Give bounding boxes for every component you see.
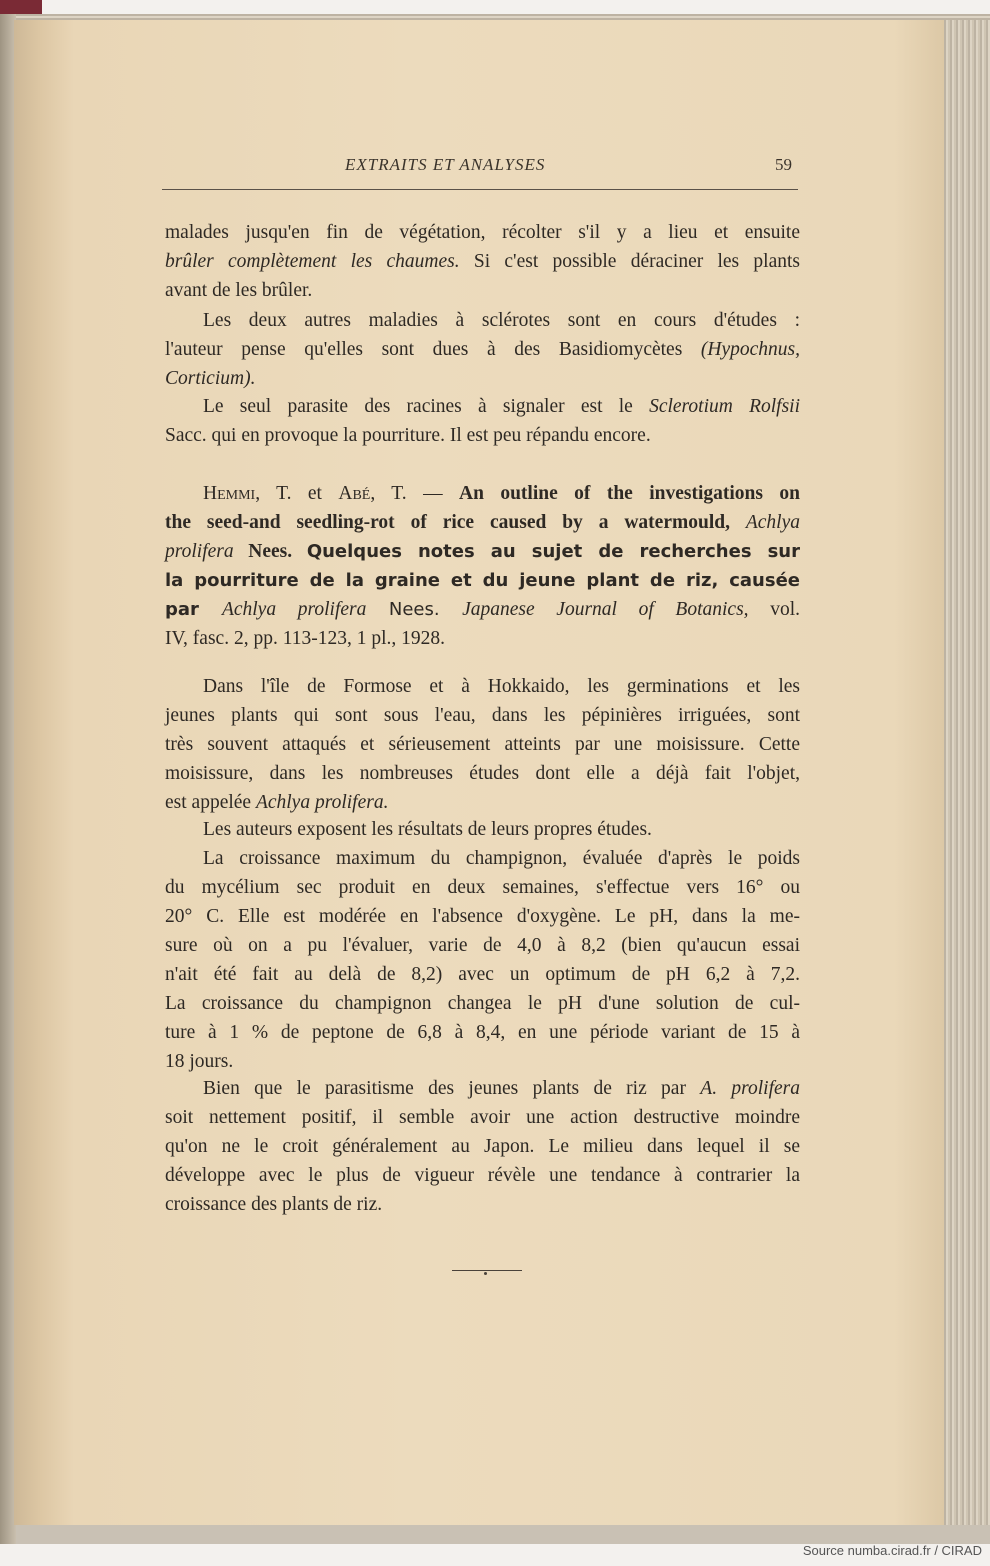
text-run: du mycélium sec produit en deux semaines, s'effectue vers 16° ou <box>165 877 800 898</box>
text-run: Achlya prolifera. <box>255 792 389 813</box>
text-run: n'ait été fait au delà de 8,2) avec un optimum de pH 6,2 à 7,2. <box>165 964 800 985</box>
text-run: prolifera <box>165 541 234 562</box>
bibliographic-entry <box>165 479 800 653</box>
text-line <box>165 989 800 1018</box>
source-credit: Source numba.cirad.fr / CIRAD <box>802 1543 982 1558</box>
text-run: Dans l'île de Formose et à Hokkaido, les germinations et les <box>203 676 800 697</box>
text-line <box>165 672 800 701</box>
text-line <box>165 873 800 902</box>
text-run: 18 jours. <box>165 1051 234 1072</box>
text-run: 20° C. Elle est modérée en l'absence d'oxygène. Le pH, dans la me- <box>165 906 800 927</box>
text-run: Quelques notes au sujet de recherches sur <box>306 541 800 562</box>
text-run: qu'on ne le croit généralement au Japon. Le milieu dans lequel il se <box>165 1136 800 1157</box>
text-run: La croissance maximum du champignon, évaluée d'après le poids <box>203 848 800 869</box>
text-line <box>165 1047 800 1076</box>
text-line <box>165 931 800 960</box>
text-line <box>165 247 800 276</box>
text-line <box>165 1190 800 1219</box>
text-line <box>165 815 800 844</box>
text-line <box>165 335 800 364</box>
text-run: IV, fasc. 2, pp. 113-123, 1 pl., 1928. <box>165 628 446 649</box>
text-line <box>165 537 800 566</box>
text-run: développe avec le plus de vigueur révèle une tendance à contrarier la <box>165 1165 800 1186</box>
text-line <box>165 276 800 305</box>
text-line <box>165 788 800 817</box>
text-run: Le seul parasite des racines à signaler est le <box>203 396 650 417</box>
text-run: très souvent attaqués et sérieusement atteints par une moisissure. Cette <box>165 734 800 755</box>
running-head-title: EXTRAITS ET ANALYSES <box>345 155 546 174</box>
text-run: soit nettement positif, il semble avoir une action destructive moindre <box>165 1107 800 1128</box>
paragraph <box>165 218 800 305</box>
paragraph <box>165 306 800 393</box>
text-run: malades jusqu'en fin de végétation, récolter s'il y a lieu et ensuite <box>165 222 800 243</box>
text-line <box>165 392 800 421</box>
running-head <box>165 155 800 181</box>
text-run: , T. et <box>255 483 339 504</box>
text-line <box>165 759 800 788</box>
text-run: , T. — <box>370 483 459 504</box>
text-line <box>165 1132 800 1161</box>
text-line <box>165 730 800 759</box>
section-separator <box>452 1270 522 1271</box>
text-line <box>165 902 800 931</box>
text-run: jeunes plants qui sont sous l'eau, dans les pépinières irriguées, sont <box>165 705 800 726</box>
text-run: l'auteur pense qu'elles sont dues à des Basidiomycètes <box>165 339 701 360</box>
text-run: Nees. <box>233 541 307 562</box>
paragraph <box>165 815 800 844</box>
paragraph <box>165 1074 800 1219</box>
text-run: A. prolifera <box>700 1078 800 1099</box>
text-run: par <box>165 599 222 620</box>
text-run: est appelée <box>165 792 256 813</box>
text-run: Les auteurs exposent les résultats de leurs propres études. <box>203 819 652 840</box>
text-run: avant de les brûler. <box>165 280 313 301</box>
text-line <box>165 1018 800 1047</box>
text-run: Les deux autres maladies à sclérotes sont en cours d'études : <box>203 310 800 331</box>
text-run: Achlya <box>745 512 800 533</box>
text-line <box>165 1074 800 1103</box>
paragraph <box>165 392 800 450</box>
text-run: Nees. <box>366 599 463 620</box>
text-line <box>165 595 800 624</box>
text-run: the seed-and seedling-rot of rice caused by a watermould, <box>165 512 746 533</box>
page-stack-edge <box>944 20 990 1525</box>
paragraph <box>165 844 800 1076</box>
text-run: Corticium). <box>165 368 256 389</box>
text-run: Japanese Journal of Botanics, <box>462 599 749 620</box>
text-line <box>165 624 800 653</box>
separator-dot <box>484 1272 487 1275</box>
text-run: An outline of the investigations on <box>458 483 800 504</box>
text-line <box>165 218 800 247</box>
text-run: Sclerotium Rolfsii <box>649 396 800 417</box>
text-run: Bien que le parasitisme des jeunes plants de riz par <box>203 1078 701 1099</box>
text-run: sure où on a pu l'évaluer, varie de 4,0 à 8,2 (bien qu'aucun essai <box>165 935 800 956</box>
text-run: Achlya prolifera <box>221 599 367 620</box>
text-line <box>165 844 800 873</box>
text-run: croissance des plants de riz. <box>165 1194 383 1215</box>
text-line <box>165 960 800 989</box>
text-run: Si c'est possible déraciner les plants <box>459 251 800 272</box>
header-rule <box>162 189 798 190</box>
page-number: 59 <box>775 155 792 174</box>
text-line <box>165 1103 800 1132</box>
text-run: la pourriture de la graine et du jeune plant de riz, causée <box>165 570 800 591</box>
text-line <box>165 701 800 730</box>
text-run: (Hypochnus, <box>700 339 800 360</box>
text-run: Abé <box>338 483 371 504</box>
text-line <box>165 1161 800 1190</box>
text-line <box>165 421 800 450</box>
text-run: ture à 1 % de peptone de 6,8 à 8,4, en une période variant de 15 à <box>165 1022 800 1043</box>
paragraph <box>165 672 800 817</box>
text-line <box>165 364 800 393</box>
text-line <box>165 508 800 537</box>
text-line <box>165 566 800 595</box>
text-run: brûler complètement les chaumes. <box>165 251 460 272</box>
text-line <box>165 479 800 508</box>
text-run: Hemmi <box>203 483 256 504</box>
text-run: Sacc. qui en provoque la pourriture. Il est peu répandu encore. <box>165 425 651 446</box>
text-run: moisissure, dans les nombreuses études dont elle a déjà fait l'objet, <box>165 763 800 784</box>
text-line <box>165 306 800 335</box>
text-run: vol. <box>748 599 800 620</box>
text-run: La croissance du champignon changea le pH d'une solution de cul- <box>165 993 800 1014</box>
